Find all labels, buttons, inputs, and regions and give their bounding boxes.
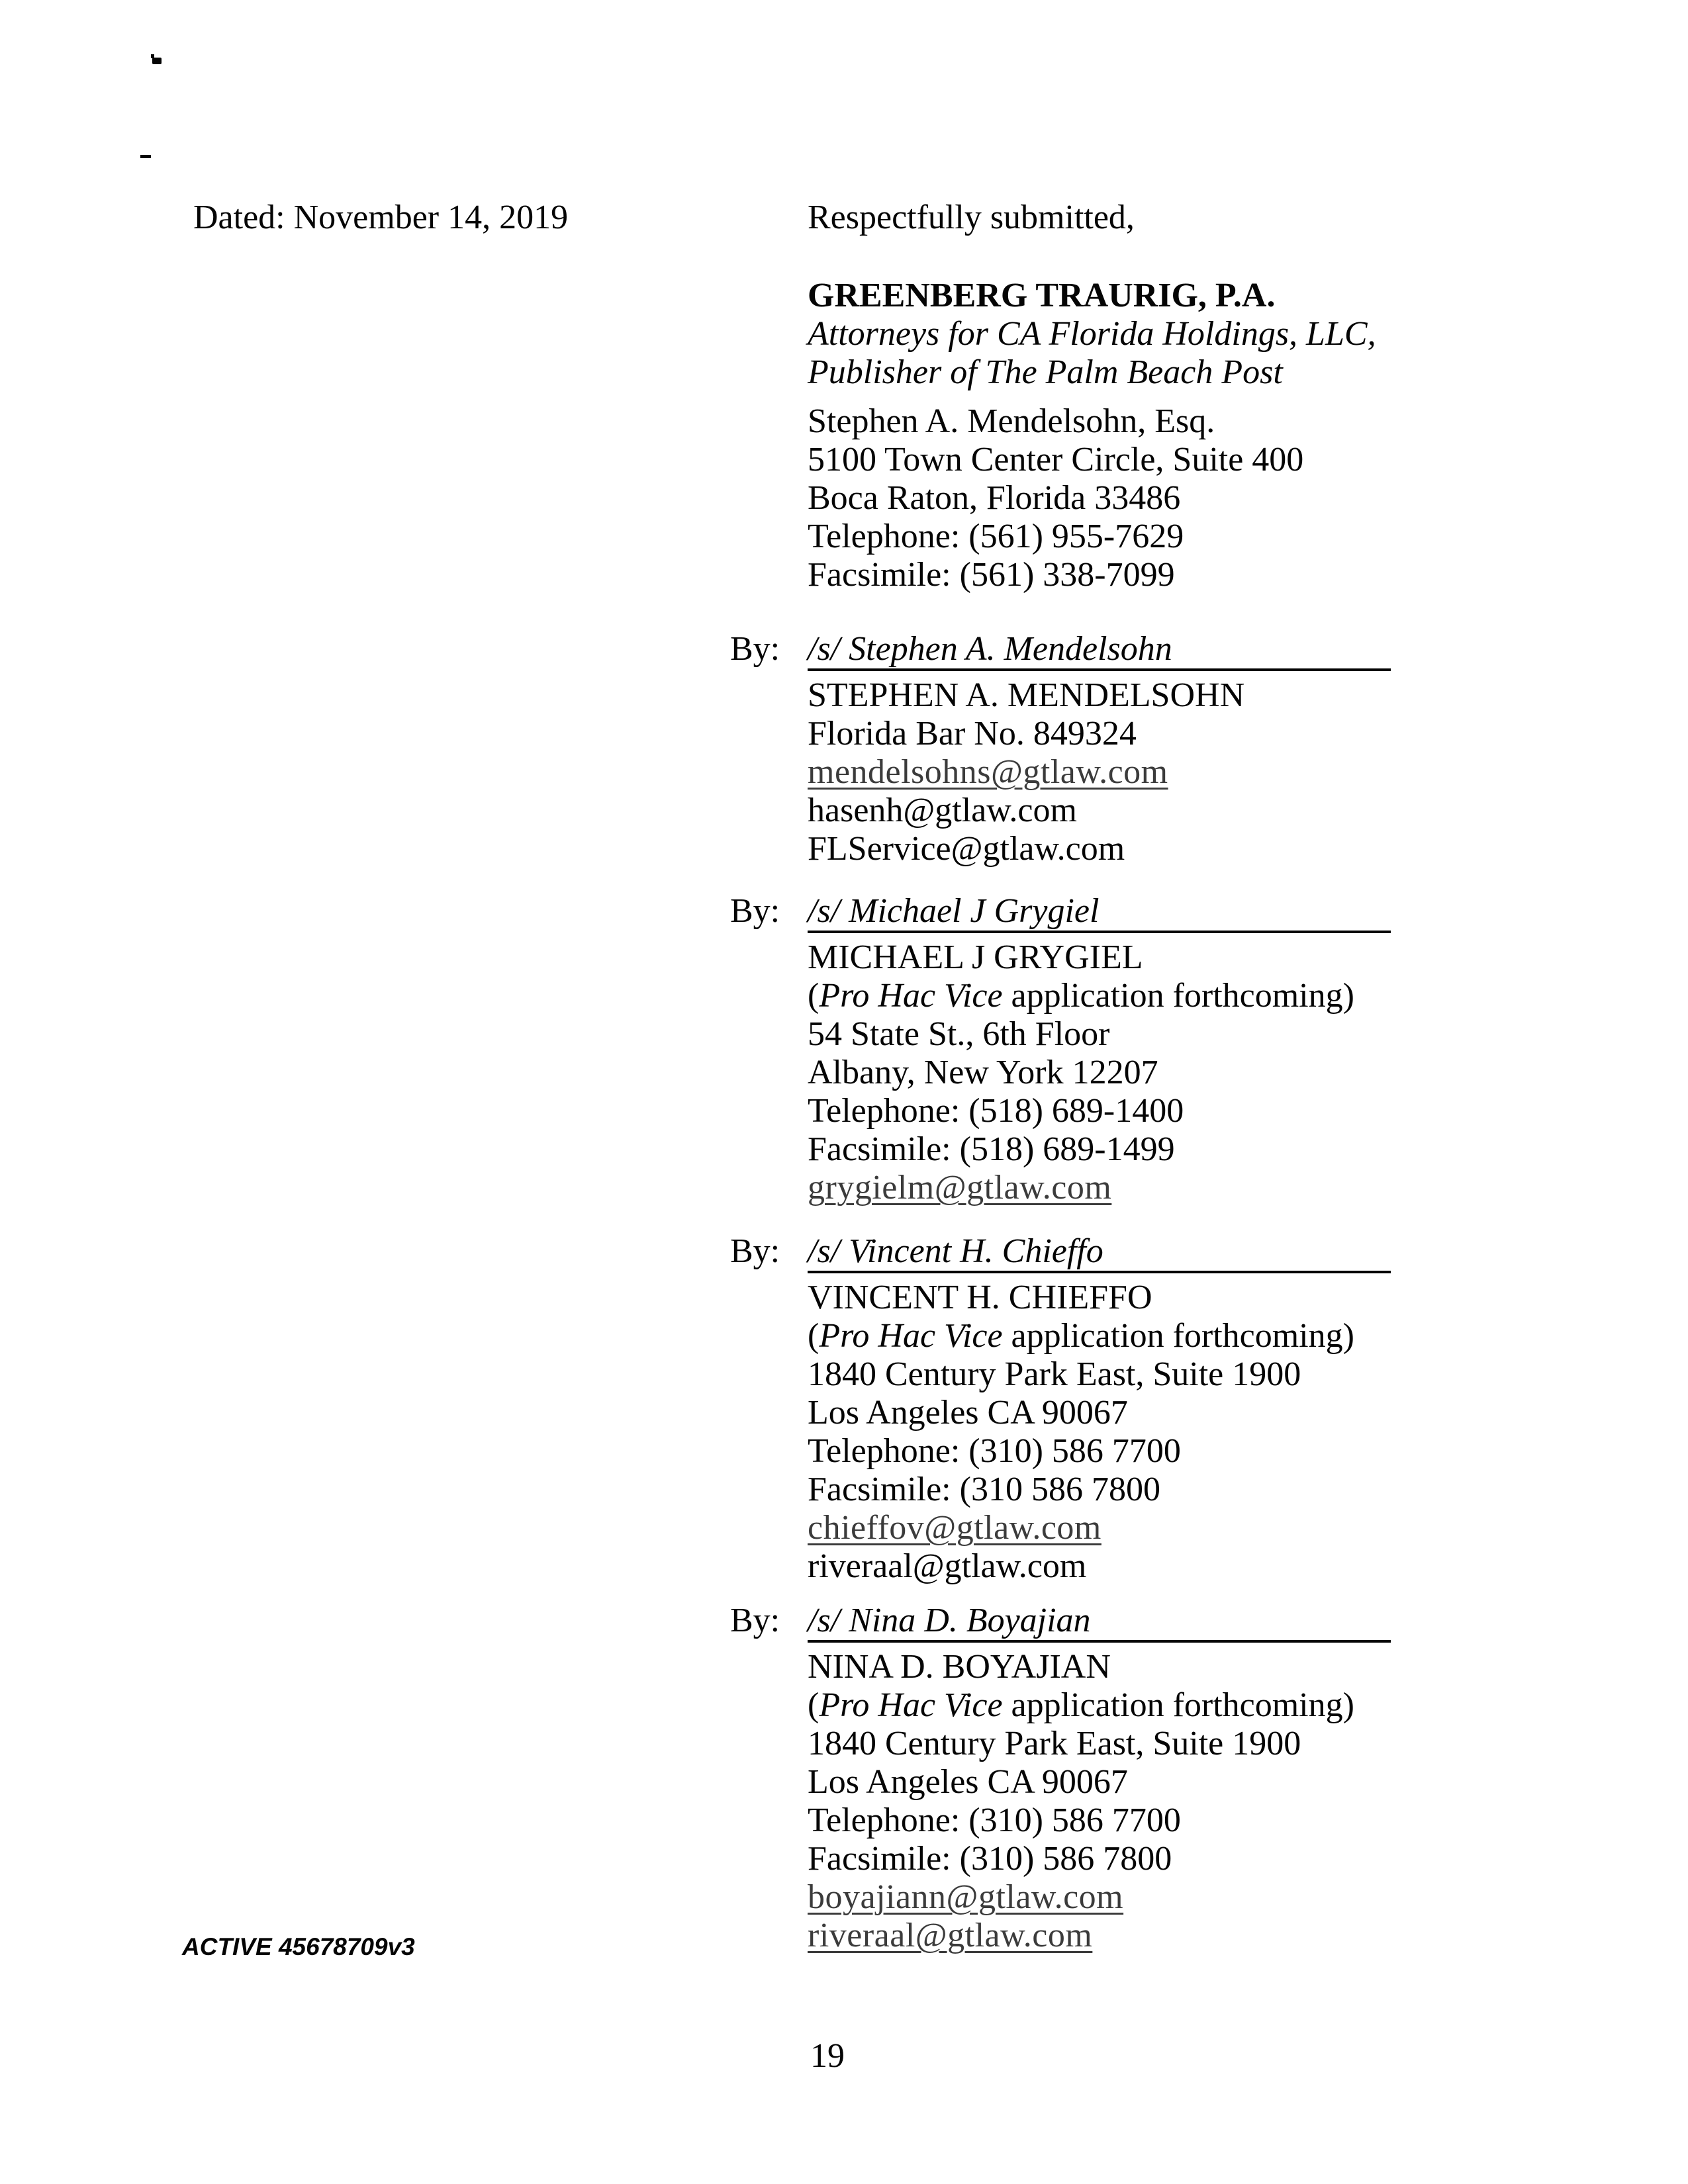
email-address: grygielm@gtlaw.com — [808, 1169, 1112, 1206]
facsimile-line: Facsimile: (518) 689-1499 — [808, 1130, 1175, 1168]
by-label: By: — [730, 630, 780, 668]
firm-role-line-2: Publisher of The Palm Beach Post — [808, 353, 1283, 391]
scan-artifact-dash — [140, 155, 151, 158]
street-address-line: 1840 Century Park East, Suite 1900 — [808, 1725, 1301, 1762]
signature-text: /s/ Stephen A. Mendelsohn — [808, 630, 1172, 668]
pro-hac-vice-line: (Pro Hac Vice application forthcoming) — [808, 977, 1354, 1015]
facsimile-line: Facsimile: (561) 338-7099 — [808, 556, 1175, 594]
signature-text: /s/ Michael J Grygiel — [808, 892, 1100, 930]
signature-rule — [808, 892, 1391, 933]
signature-block-chieffo — [730, 1232, 1391, 1586]
city-state-zip-line: Los Angeles CA 90067 — [808, 1763, 1128, 1801]
signature-block-grygiel — [730, 892, 1391, 1207]
email-address: chieffov@gtlaw.com — [808, 1509, 1102, 1547]
telephone-line: Telephone: (310) 586 7700 — [808, 1432, 1181, 1470]
city-state-zip-line: Los Angeles CA 90067 — [808, 1394, 1128, 1432]
street-address-line: 1840 Century Park East, Suite 1900 — [808, 1355, 1301, 1393]
telephone-line: Telephone: (310) 586 7700 — [808, 1801, 1181, 1839]
street-address-line: 5100 Town Center Circle, Suite 400 — [808, 441, 1304, 478]
signature-rule — [808, 1602, 1391, 1643]
telephone-line: Telephone: (518) 689-1400 — [808, 1092, 1184, 1130]
city-state-zip-line: Albany, New York 12207 — [808, 1054, 1158, 1091]
by-label: By: — [730, 892, 780, 930]
pro-hac-vice-line: (Pro Hac Vice application forthcoming) — [808, 1317, 1354, 1355]
email-address: hasenh@gtlaw.com — [808, 792, 1077, 829]
signer-name: MICHAEL J GRYGIEL — [808, 938, 1143, 976]
firm-contact-block — [808, 402, 1303, 594]
respectfully-submitted-line: Respectfully submitted, — [808, 199, 1135, 236]
page-number: 19 — [810, 2037, 845, 2075]
scan-artifact-speck — [152, 58, 162, 64]
signer-name: NINA D. BOYAJIAN — [808, 1648, 1111, 1686]
firm-name: GREENBERG TRAURIG, P.A. — [808, 277, 1276, 314]
signature-block-boyajian — [730, 1602, 1391, 1955]
facsimile-line: Facsimile: (310 586 7800 — [808, 1471, 1160, 1508]
signature-text: /s/ Nina D. Boyajian — [808, 1602, 1091, 1639]
email-address: mendelsohns@gtlaw.com — [808, 753, 1168, 791]
firm-block — [808, 277, 1376, 392]
signer-name: VINCENT H. CHIEFFO — [808, 1279, 1152, 1316]
email-address: riveraal@gtlaw.com — [808, 1547, 1087, 1585]
email-address: riveraal@gtlaw.com — [808, 1917, 1093, 1954]
pro-hac-vice-line: (Pro Hac Vice application forthcoming) — [808, 1686, 1354, 1724]
firm-role-line-1: Attorneys for CA Florida Holdings, LLC, — [808, 315, 1376, 353]
email-address: FLService@gtlaw.com — [808, 830, 1125, 868]
signature-block-mendelsohn — [730, 630, 1391, 868]
signature-rule — [808, 1232, 1391, 1273]
facsimile-line: Facsimile: (310) 586 7800 — [808, 1840, 1172, 1878]
attorney-name-line: Stephen A. Mendelsohn, Esq. — [808, 402, 1215, 440]
document-id-stamp: ACTIVE 45678709v3 — [182, 1933, 415, 1960]
scan-artifact-speck — [151, 54, 154, 58]
bar-number-line: Florida Bar No. 849324 — [808, 715, 1137, 752]
signer-name: STEPHEN A. MENDELSOHN — [808, 676, 1245, 714]
signature-text: /s/ Vincent H. Chieffo — [808, 1232, 1103, 1270]
email-address: boyajiann@gtlaw.com — [808, 1878, 1124, 1916]
street-address-line: 54 State St., 6th Floor — [808, 1015, 1110, 1053]
by-label: By: — [730, 1232, 780, 1270]
by-label: By: — [730, 1602, 780, 1639]
city-state-zip-line: Boca Raton, Florida 33486 — [808, 479, 1181, 517]
telephone-line: Telephone: (561) 955-7629 — [808, 518, 1184, 555]
dated-line: Dated: November 14, 2019 — [193, 199, 569, 236]
signature-rule — [808, 630, 1391, 671]
